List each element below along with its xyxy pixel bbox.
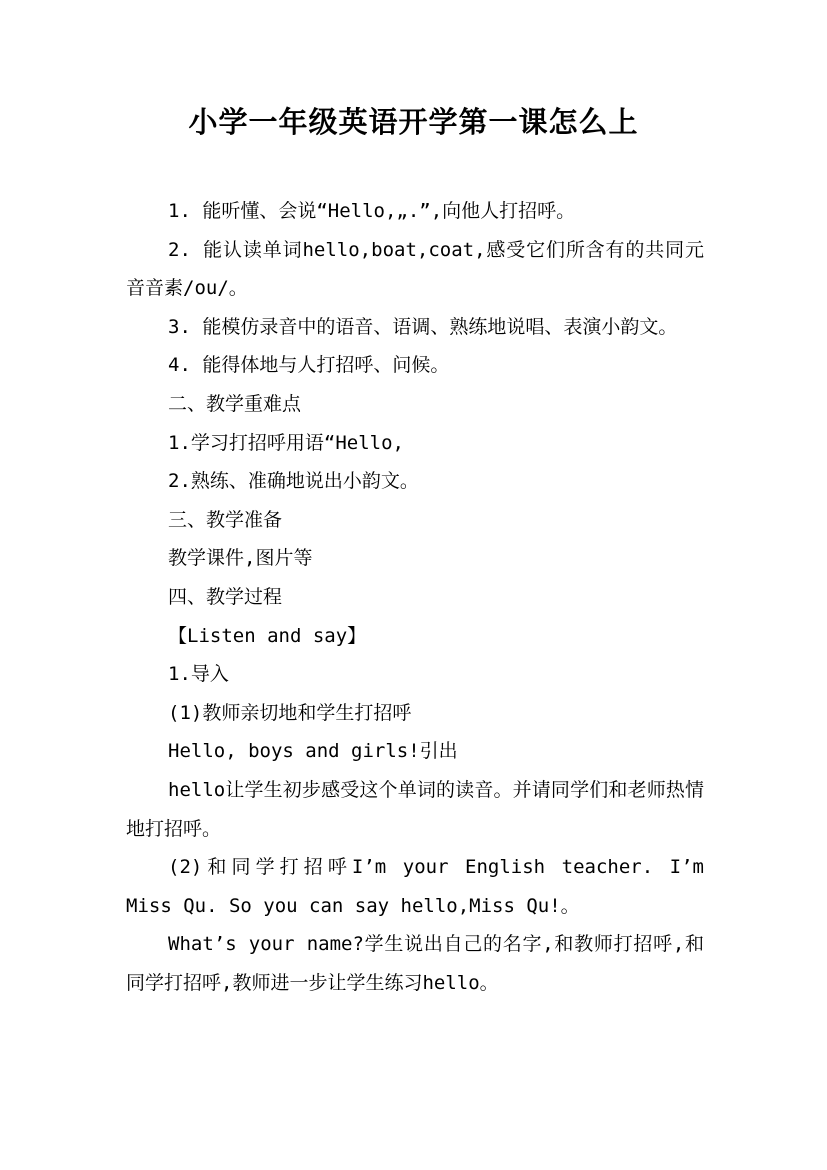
- name-practice: What’s your name?学生说出自己的名字,和教师打招呼,和同学打招呼,教师进一步让学生练习hello。: [126, 933, 704, 994]
- objective-4: 4. 能得体地与人打招呼、问候。: [168, 354, 450, 377]
- key-point-2: 2.熟练、准确地说出小韵文。: [168, 470, 419, 493]
- section-heading-key-points: 二、教学重难点: [168, 392, 302, 415]
- section-heading-process: 四、教学过程: [168, 585, 283, 608]
- document-title: 小学一年级英语开学第一课怎么上: [188, 105, 639, 139]
- document-body: [126, 192, 704, 1002]
- subsection-listen-and-say: 【Listen and say】: [168, 624, 367, 647]
- objective-3: 3. 能模仿录音中的语音、语调、熟练地说唱、表演小韵文。: [168, 315, 678, 338]
- objective-1: 1. 能听懂、会说“Hello,„.”,向他人打招呼。: [168, 200, 576, 222]
- step-1-1: (1)教师亲切地和学生打招呼: [168, 701, 412, 724]
- greeting-example: Hello, boys and girls!引出: [168, 740, 458, 763]
- key-point-1: 1.学习打招呼用语“Hello,: [168, 431, 404, 454]
- step-1-introduction: 1.导入: [168, 663, 229, 686]
- hello-practice: hello让学生初步感受这个单词的读音。并请同学们和老师热情地打招呼。: [126, 778, 704, 840]
- section-heading-preparation: 三、教学准备: [168, 508, 283, 531]
- step-1-2: (2)和同学打招呼I’m your English teacher. I’m Miss Qu. So you can say hello,Miss Qu!。: [126, 856, 704, 917]
- preparation-text: 教学课件,图片等: [168, 547, 313, 570]
- objective-2: 2. 能认读单词hello,boat,coat,感受它们所含有的共同元音音素/ou/。: [126, 238, 704, 300]
